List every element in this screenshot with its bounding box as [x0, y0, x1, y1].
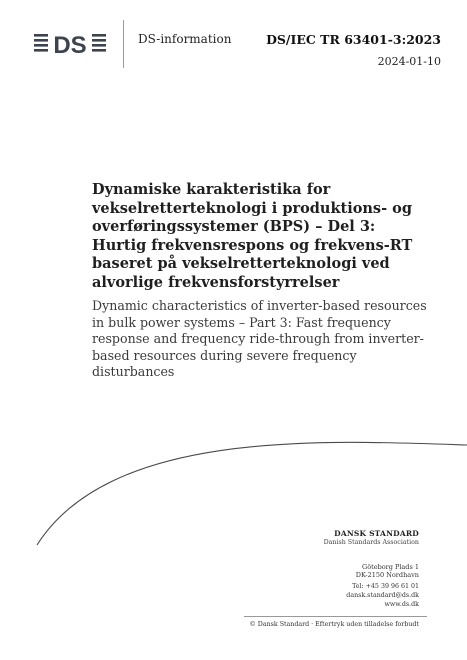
ds-logo [34, 31, 106, 57]
title-english: Dynamic characteristics of inverter-based resources in bulk power systems – Part 3: Fast frequency response and frequency ride-through from inverter-based resources during severe frequency disturbances [92, 298, 427, 379]
title-danish: Dynamiske karakteristika for vekselretterteknologi i produktions- og overføringssystemer (BPS) – Del 3: Hurtig frekvensrespons og frekvens-RT baseret på vekselretterteknologi ved alvorlige frekvensforstyrrelser [92, 181, 413, 291]
ds-logo-icon [34, 31, 106, 57]
publisher-phone: Tel: +45 39 96 61 01 [352, 583, 419, 590]
publisher-website[interactable]: www.ds.dk [384, 601, 419, 608]
publisher-city: DK-2150 Nordhavn [355, 571, 419, 579]
publisher-email[interactable]: dansk.standard@ds.dk [346, 592, 419, 599]
document-type-label: DS-information [138, 32, 232, 46]
copyright-notice: © Dansk Standard · Eftertryk uden tilladelse forbudt [249, 621, 419, 628]
header-divider [123, 20, 124, 68]
document-id: DS/IEC TR 63401-3:2023 [266, 32, 441, 47]
publisher-street: Göteborg Plads 1 [362, 563, 419, 571]
publisher-subtitle: Danish Standards Association [323, 539, 419, 546]
footer-rule [244, 616, 427, 617]
document-date: 2024-01-10 [377, 55, 441, 68]
logo-text: DS [53, 32, 87, 57]
publisher-name: DANSK STANDARD [334, 529, 419, 538]
